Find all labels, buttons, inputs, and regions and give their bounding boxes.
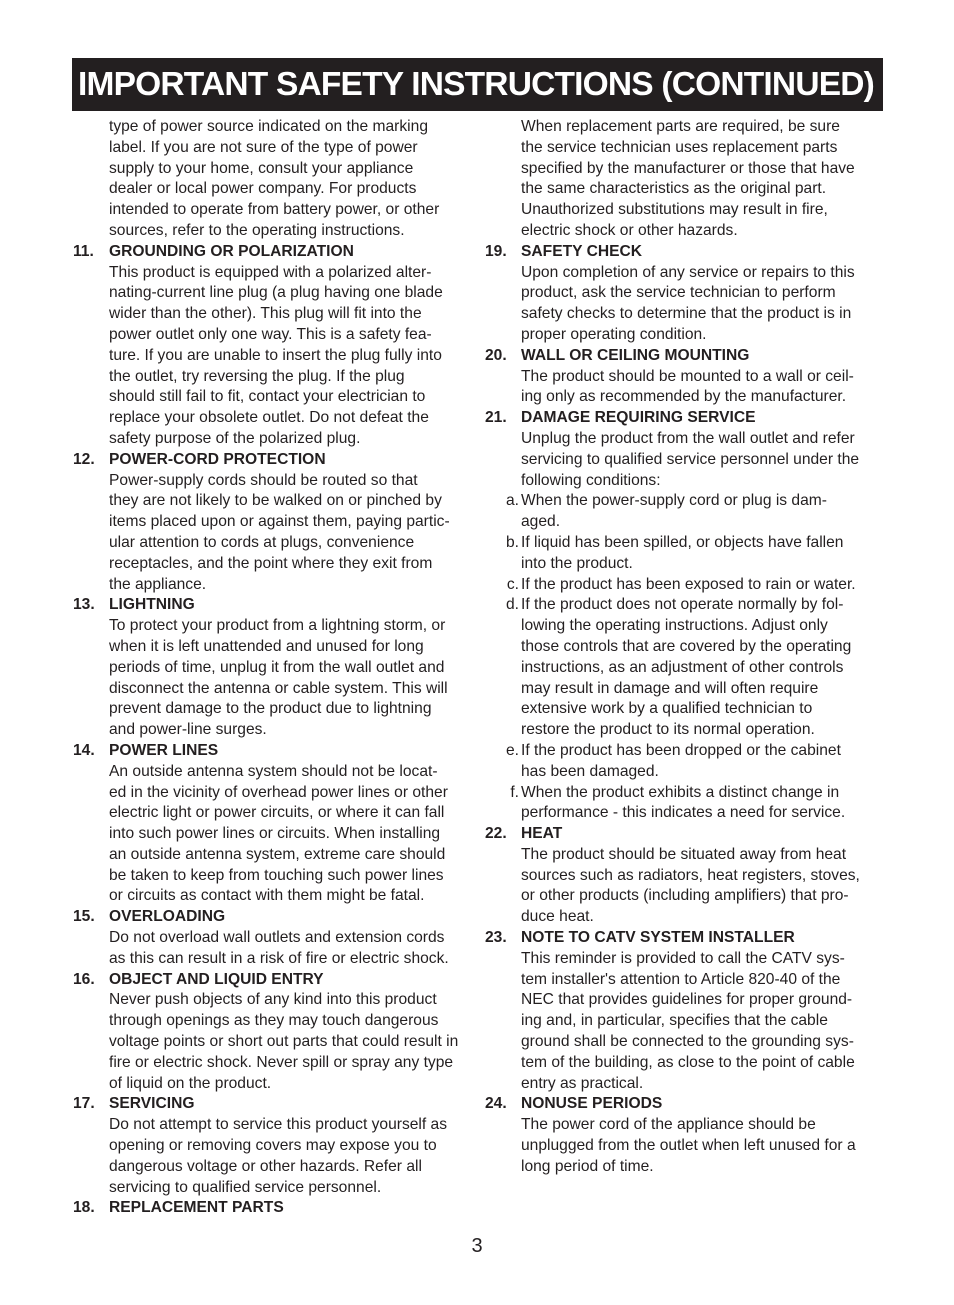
continuation-line: type of power source indicated on the marking (109, 118, 428, 135)
continuation-line: supply to your home, consult your appliance (109, 159, 414, 177)
section-text-line: This reminder is provided to call the CATV sys- (521, 949, 845, 967)
section-text-line: Do not attempt to service this product yourself as (109, 1116, 448, 1134)
condition-letter: f. (510, 783, 519, 801)
section-text-line: periods of time, unplug it from the wall outlet and (109, 658, 445, 676)
condition-text-line: aged. (521, 513, 561, 531)
section-text-line: the appliance. (109, 575, 207, 593)
section-number: 22. (485, 825, 507, 843)
section-item (485, 928, 885, 1094)
section-number: 21. (485, 409, 507, 427)
section-heading: NONUSE PERIODS (521, 1095, 663, 1113)
section-text-line: proper operating condition. (521, 325, 707, 343)
section-text-line: they are not likely to be walked on or pinched by (109, 492, 442, 510)
section-item (485, 242, 885, 346)
section-text-line: dangerous voltage or other hazards. Refer all (109, 1157, 422, 1175)
section-item (73, 595, 473, 741)
section-item (485, 824, 885, 928)
section-text-line: or other products (including amplifiers) that pro- (521, 887, 849, 905)
continuation-line: label. If you are not sure of the type of power (109, 138, 418, 156)
section-number: 13. (73, 596, 95, 614)
section-item (73, 907, 473, 969)
section-item (485, 346, 885, 408)
condition-text-line: lowing the operating instructions. Adjust only (521, 617, 828, 635)
section-text-line: ing only as recommended by the manufacturer. (521, 388, 847, 406)
section-item (73, 970, 473, 1095)
section-text-line: of liquid on the product. (109, 1074, 272, 1092)
continuation-line: dealer or local power company. For products (109, 180, 417, 198)
section-text-line: fire or electric shock. Never spill or spray any type (109, 1053, 454, 1071)
condition-letter: c. (506, 575, 519, 593)
condition-item (485, 595, 885, 741)
section-text-line: Upon completion of any service or repairs to this (521, 263, 855, 281)
continuation-line: When replacement parts are required, be sure (521, 118, 840, 135)
section-text-line: tem of the building, as close to the point of cable (521, 1053, 855, 1071)
section-text-line: or circuits as contact with them might be fatal. (109, 887, 425, 905)
section-number: 23. (485, 929, 507, 947)
section-heading: REPLACEMENT PARTS (109, 1199, 284, 1217)
section-text-line: should still fail to fit, contact your electrician to (109, 388, 426, 406)
continuation-line: the same characteristics as the original part. (521, 180, 827, 198)
section-text-line: following conditions: (521, 471, 661, 489)
condition-text-line: restore the product to its normal operation. (521, 721, 815, 739)
continuation-line: the service technician uses replacement parts (521, 138, 838, 156)
section-text-line: duce heat. (521, 908, 594, 926)
section-item (73, 1198, 473, 1219)
condition-text-line: If the product has been exposed to rain or water. (521, 575, 856, 593)
page-title-bar (72, 58, 883, 111)
section-number: 18. (73, 1199, 95, 1217)
condition-letter: d. (505, 596, 519, 614)
section-text-line: ture. If you are unable to insert the plug fully into (109, 346, 442, 364)
section-heading: OVERLOADING (109, 908, 226, 926)
section-heading: OBJECT AND LIQUID ENTRY (109, 970, 324, 988)
section-text-line: servicing to qualified service personnel under the (521, 450, 860, 468)
section-number: 17. (73, 1095, 95, 1113)
section-heading: DAMAGE REQUIRING SERVICE (521, 409, 756, 427)
condition-text-line: those controls that are covered by the operating (521, 637, 852, 655)
section-item (73, 741, 473, 907)
section-text-line: nating-current line plug (a plug having one blade (109, 284, 443, 302)
section-text-line: as this can result in a risk of fire or electric shock. (109, 949, 449, 967)
condition-text-line: may result in damage and will often require (521, 679, 819, 697)
condition-text-line: If the product has been dropped or the cabinet (521, 741, 841, 759)
section-text-line: tem installer's attention to Article 820-40 of the (521, 970, 841, 988)
section-number: 14. (73, 741, 95, 759)
condition-letter: e. (505, 741, 519, 759)
section-text-line: opening or removing covers may expose you to (109, 1137, 437, 1155)
page-title: IMPORTANT SAFETY INSTRUCTIONS (CONTINUED) (78, 65, 874, 103)
section-text-line: unplugged from the outlet when left unused for a (521, 1137, 856, 1155)
section-text-line: power outlet only one way. This is a safety fea- (109, 325, 432, 343)
condition-text-line: into the product. (521, 554, 633, 572)
section-text-line: To protect your product from a lightning storm, or (109, 617, 446, 635)
condition-text-line: When the power-supply cord or plug is dam- (521, 492, 827, 510)
condition-letter: b. (505, 533, 519, 551)
section-item (73, 1094, 473, 1198)
section-text-line: receptacles, and the point where they exit from (109, 554, 433, 572)
section-text-line: into such power lines or circuits. When installing (109, 825, 441, 843)
section-text-line: ing and, in particular, specifies that the cable (521, 1012, 828, 1030)
section-text-line: items placed upon or against them, paying partic- (109, 513, 450, 531)
condition-text-line: performance - this indicates a need for service. (521, 804, 846, 822)
continuation-line: intended to operate from battery power, or other (109, 201, 440, 219)
section-number: 16. (73, 970, 95, 988)
section-text-line: The product should be mounted to a wall or ceil- (521, 367, 854, 385)
condition-item (485, 741, 885, 783)
section-heading: WALL OR CEILING MOUNTING (521, 346, 750, 364)
continuation-line: Unauthorized substitutions may result in fire, (521, 201, 828, 219)
section-item (485, 408, 885, 824)
section-heading: POWER LINES (109, 741, 219, 759)
section-text-line: electric light or power circuits, or where it can fall (109, 804, 445, 822)
page-number: 3 (471, 1235, 483, 1257)
section-item (73, 242, 473, 450)
section-heading: HEAT (521, 825, 563, 843)
section-number: 20. (485, 346, 507, 364)
condition-item (485, 533, 885, 575)
section-text-line: The product should be situated away from heat (521, 845, 847, 863)
section-heading: SERVICING (109, 1095, 195, 1113)
section-heading: NOTE TO CATV SYSTEM INSTALLER (521, 929, 795, 947)
section-text-line: entry as practical. (521, 1074, 644, 1092)
section-text-line: an outside antenna system, extreme care should (109, 845, 446, 863)
section-text-line: Unplug the product from the wall outlet and refer (521, 429, 855, 447)
condition-text-line: If liquid has been spilled, or objects have fallen (521, 533, 844, 551)
section-item (73, 450, 473, 596)
section-item (485, 1094, 885, 1177)
section-text-line: ground shall be connected to the grounding sys- (521, 1033, 854, 1051)
section-text-line: sources such as radiators, heat registers, stoves, (521, 866, 860, 884)
section-text-line: Power-supply cords should be routed so that (109, 471, 418, 489)
section-text-line: product, ask the service technician to perform (521, 284, 836, 302)
section-text-line: The power cord of the appliance should be (521, 1116, 816, 1134)
section-text-line: ed in the vicinity of overhead power lines or other (109, 783, 448, 801)
condition-text-line: extensive work by a qualified technician to (521, 700, 813, 718)
section-text-line: be taken to keep from touching such power lines (109, 866, 444, 884)
left-column (73, 117, 473, 1219)
section-number: 12. (73, 450, 95, 468)
section-text-line: This product is equipped with a polarized alter- (109, 263, 432, 281)
section-number: 15. (73, 908, 95, 926)
condition-letter: a. (505, 492, 519, 510)
section-number: 19. (485, 242, 507, 260)
section-text-line: and power-line surges. (109, 721, 267, 739)
condition-item (485, 575, 885, 596)
section-text-line: servicing to qualified service personnel. (109, 1178, 382, 1196)
section-text-line: prevent damage to the product due to lightning (109, 700, 432, 718)
condition-item (485, 783, 885, 825)
condition-text-line: has been damaged. (521, 762, 659, 780)
condition-text-line: If the product does not operate normally by fol- (521, 596, 844, 614)
section-text-line: disconnect the antenna or cable system. This will (109, 679, 448, 697)
condition-text-line: When the product exhibits a distinct change in (521, 783, 840, 801)
section-text-line: ular attention to cords at plugs, convenience (109, 533, 415, 551)
section-text-line: An outside antenna system should not be locat- (109, 762, 438, 780)
section-number: 11. (73, 242, 94, 260)
section-text-line: when it is left unattended and unused for long (109, 637, 424, 655)
section-text-line: NEC that provides guidelines for proper ground- (521, 991, 853, 1009)
section-heading: POWER-CORD PROTECTION (109, 450, 326, 468)
section-text-line: wider than the other). This plug will fit into the (109, 305, 422, 323)
section-text-line: through openings as they may touch dangerous (109, 1012, 439, 1030)
continuation-line: specified by the manufacturer or those that have (521, 159, 855, 177)
section-text-line: voltage points or short out parts that could result in (109, 1033, 459, 1051)
section-number: 24. (485, 1095, 507, 1113)
condition-item (485, 491, 885, 533)
section-heading: GROUNDING OR POLARIZATION (109, 242, 354, 260)
continuation-line: electric shock or other hazards. (521, 221, 738, 239)
condition-text-line: instructions, as an adjustment of other controls (521, 658, 844, 676)
section-text-line: Do not overload wall outlets and extension cords (109, 929, 445, 947)
section-text-line: long period of time. (521, 1157, 654, 1175)
section-heading: LIGHTNING (109, 596, 195, 614)
section-text-line: the outlet, try reversing the plug. If the plug (109, 367, 405, 385)
continuation-line: sources, refer to the operating instructions. (109, 221, 405, 239)
section-text-line: replace your obsolete outlet. Do not defeat the (109, 409, 429, 427)
section-text-line: safety checks to determine that the product is in (521, 305, 852, 323)
right-column (485, 117, 885, 1178)
section-text-line: safety purpose of the polarized plug. (109, 429, 361, 447)
section-heading: SAFETY CHECK (521, 242, 643, 260)
section-text-line: Never push objects of any kind into this product (109, 991, 437, 1009)
